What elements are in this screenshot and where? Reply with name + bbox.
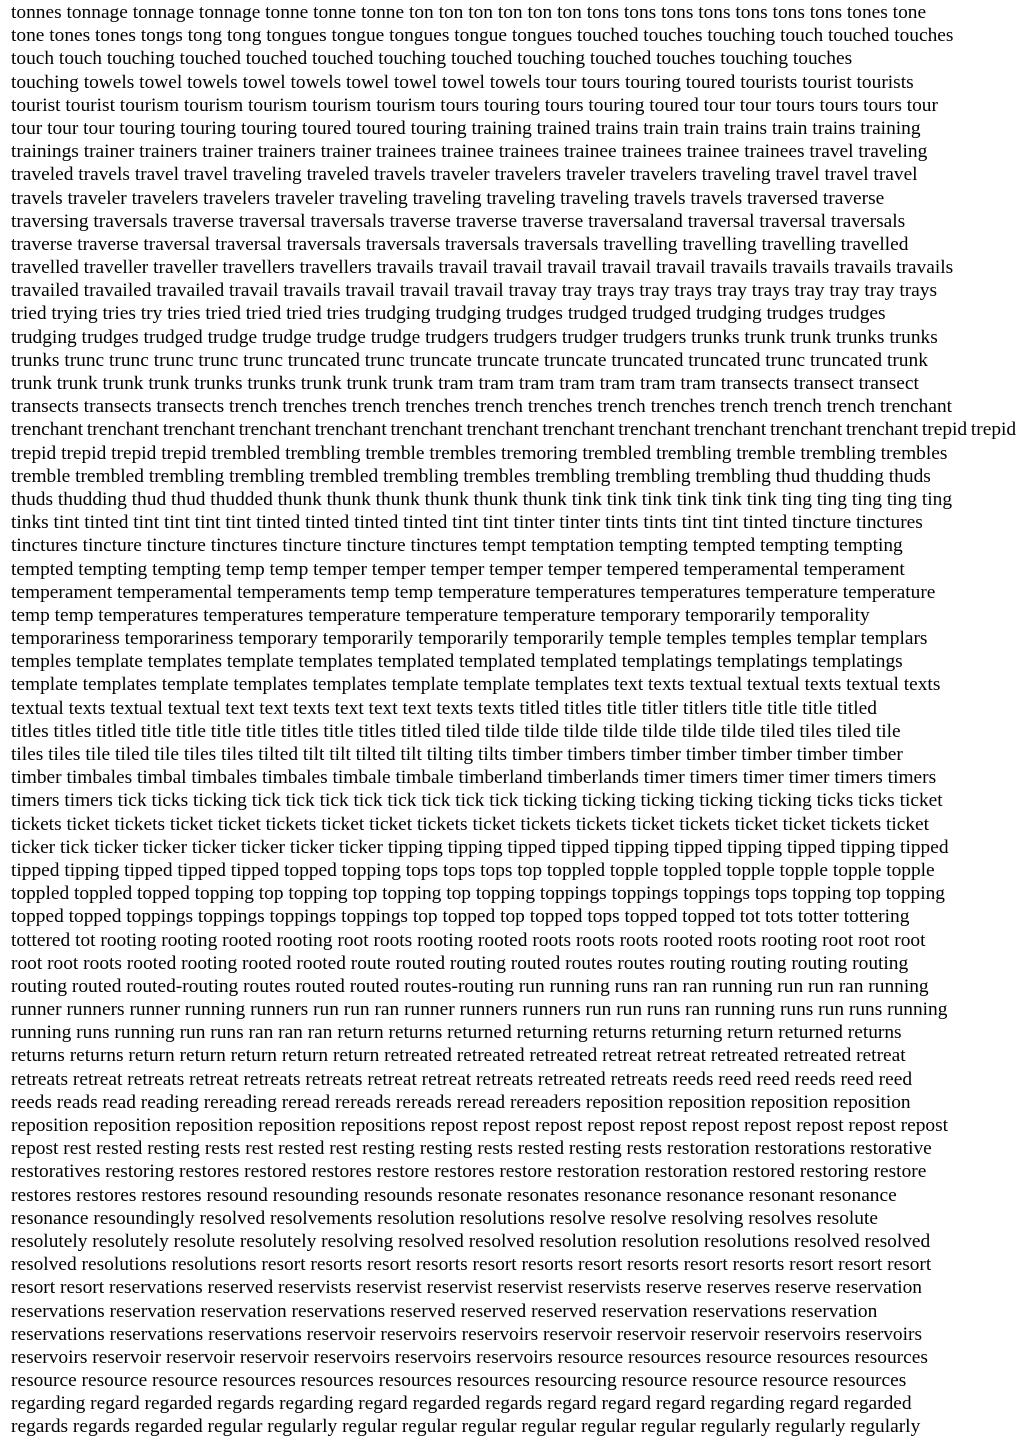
- text-line: traveled travels travel travel traveling traveled travels traveler travelers traveler travelers traveling travel travel travel: [11, 164, 918, 186]
- text-line: tour tour tour touring touring touring toured toured touring training trained trains train train trains train trains training: [11, 117, 921, 139]
- text-line: touch touch touching touched touched touched touching touched touching touched touches touching touches: [11, 48, 853, 70]
- text-line: tremble trembled trembling trembling trembled trembling trembles trembling trembling trembling thud thudding thuds: [11, 465, 931, 487]
- text-line: timers timers tick ticks ticking tick tick tick tick tick tick tick tick ticking ticking ticking ticking ticking ticks ticks ticket: [11, 790, 943, 812]
- text-line: restoratives restoring restores restored restores restore restores restore restoration restoration restored restoring restore: [11, 1161, 927, 1183]
- text-line: regards regards regarded regular regularly regular regular regular regular regular regular regularly regularly regularly: [11, 1416, 921, 1438]
- text-line: tickets ticket tickets ticket ticket tickets ticket ticket tickets ticket tickets tickets ticket tickets ticket ticket tickets ticket: [11, 813, 930, 835]
- text-line: traversing traversals traverse traversal traversals traverse traverse traverse traversaland traversal traversal traversals: [11, 210, 906, 232]
- text-line: trepid trepid trepid trepid trembled trembling tremble trembles tremoring trembled trembling tremble trembling trembles: [11, 442, 948, 464]
- text-line: reposition reposition reposition reposition repositions repost repost repost repost repost repost repost repost repost repost: [11, 1115, 949, 1136]
- text-line: root root roots rooted rooting rooted rooted route routed routing routed routes routes routing routing routing routing: [11, 952, 909, 974]
- text-line: reservations reservations reservations reservoir reservoirs reservoirs reservoir reservoir reservoir reservoirs reservoirs: [11, 1323, 922, 1345]
- text-line: textual texts textual textual text text texts text text text texts texts titled titles title titler titlers title title title titled: [11, 697, 877, 719]
- text-line: resolutely resolutely resolute resolutely resolving resolved resolved resolution resolution resolutions resolved resolved: [11, 1230, 931, 1252]
- text-line: toppled toppled topped topping top topping top topping top topping toppings toppings toppings tops topping top topping: [11, 883, 945, 905]
- text-line: resort resort reservations reserved reservists reservist reservist reservist reservists reserve reserves reserve reservation: [11, 1277, 922, 1299]
- text-line: trainings trainer trainers trainer trainers trainer trainees trainee trainees trainee trainees trainee trainees travel traveling: [11, 141, 928, 163]
- text-line: trunk trunk trunk trunk trunks trunks trunk trunk trunk tram tram tram tram tram tram tram transects transect transect: [11, 373, 919, 394]
- text-line: thuds thudding thud thud thudded thunk thunk thunk thunk thunk thunk tink tink tink tink tink tink ting ting ting ting ting: [11, 488, 953, 510]
- text-line: temples template templates template templates templated templated templated templatings templatings templatings: [11, 651, 903, 673]
- text-line: tried trying tries try tries tried tried tried tries trudging trudging trudges trudged trudged trudging trudges trudges: [11, 303, 886, 325]
- text-line: tiles tiles tile tiled tile tiles tiles tilted tilt tilt tilted tilt tilting tilts timber timbers timber timber timber timber timber: [11, 744, 903, 765]
- text-line: tipped tipping tipped tipped tipped topped topping tops tops tops top toppled topple toppled topple topple topple topple: [11, 859, 935, 881]
- text-line: reeds reads read reading rereading reread rereads rereads reread rereaders reposition reposition reposition reposition: [11, 1091, 911, 1113]
- text-line: titles titles titled title title title title titles title titles titled tiled tilde tilde tilde tilde tilde tilde tilde tiled tiles tiled tile: [11, 720, 901, 742]
- text-line: tinks tint tinted tint tint tint tint tinted tinted tinted tinted tint tint tinter tinter tints tints tint tint tinted tincture tinctures: [11, 512, 923, 534]
- text-line: temperament temperamental temperaments temp temp temperature temperatures temperatures temperature temperature: [11, 581, 936, 603]
- text-line: retreats retreat retreats retreat retreats retreats retreat retreat retreats retreated retreats reeds reed reed reeds reed reed: [11, 1068, 913, 1090]
- text-line: tone tones tones tongs tong tong tongues tongue tongues tongue tongues touched touches touching touch touched touches: [11, 25, 954, 47]
- text-line: temp temp temperatures temperatures temperature temperature temperature temporary temporarily temporality: [11, 604, 870, 626]
- text-line: runner runners runner running runners run run ran runner runners runners run run runs ran running runs run runs running: [11, 999, 948, 1021]
- text-line: reservoirs reservoir reservoir reservoir reservoirs reservoirs reservoirs resource resources resource resources resources: [11, 1346, 928, 1368]
- text-line: trudging trudges trudged trudge trudge trudge trudge trudgers trudgers trudger trudgers trunks trunk trunk trunks trunks: [11, 326, 938, 348]
- text-line: travelled traveller traveller travellers travellers travails travail travail travail travail travail travails travails travails travails: [11, 257, 954, 279]
- text-line: resonance resoundingly resolved resolvements resolution resolutions resolve resolve resolving resolves resolute: [11, 1207, 878, 1229]
- text-line: timber timbales timbal timbales timbales timbale timbale timberland timberlands timer timers timer timer timers timers: [11, 767, 937, 789]
- text-line: ticker tick ticker ticker ticker ticker ticker ticker tipping tipping tipped tipped tipping tipped tipping tipped tipping tipped: [11, 836, 949, 858]
- text-line: tinctures tincture tincture tinctures tincture tincture tinctures tempt temptation tempting tempted tempting tempting: [11, 535, 903, 557]
- text-line: trenchant trenchant trenchant trenchant trenchant trenchant trenchant trenchant trenchant trenchant trenchant trenchant trepid trepid: [11, 419, 1017, 441]
- text-line: reservations reservation reservation reservations reserved reserved reserved reservation reservations reservation: [11, 1300, 878, 1322]
- text-line: touching towels towel towels towel towels towel towel towel towels tour tours touring toured tourists tourist tourists: [11, 71, 914, 93]
- text-line: restores restores restores resound resounding resounds resonate resonates resonance resonance resonant resonance: [11, 1184, 897, 1206]
- text-line: travailed travailed travailed travail travails travail travail travail travay tray trays tray trays tray trays tray tray tray trays: [11, 280, 938, 302]
- text-line: trunks trunc trunc trunc trunc trunc truncated trunc truncate truncate truncate truncated truncated trunc truncated trunk: [11, 349, 928, 371]
- text-line: tempted tempting tempting temp temp temper temper temper temper temper tempered temperamental temperament: [11, 558, 905, 580]
- text-line: topped topped toppings toppings toppings toppings top topped top topped tops topped topped tot tots totter tottering: [11, 906, 910, 928]
- text-line: resolved resolutions resolutions resort resorts resort resorts resort resorts resort resorts resort resorts resort resort resort: [11, 1254, 932, 1276]
- text-line: traverse traverse traversal traversal traversals traversals traversals traversals travelling travelling travelling travelled: [11, 233, 909, 255]
- text-line: returns returns return return return return return retreated retreated retreated retreat retreat retreated retreated retreat: [11, 1045, 906, 1067]
- text-line: repost rest rested resting rests rest rested rest resting resting rests rested resting rests restoration restorations restorative: [11, 1138, 932, 1160]
- text-line: tourist tourist tourism tourism tourism tourism tourism tours touring tours touring toured tour tour tours tours tours tour: [11, 94, 938, 116]
- text-line: temporariness temporariness temporary temporarily temporarily temporarily temple temples temples templar templars: [11, 628, 928, 650]
- text-line: regarding regard regarded regards regarding regard regarded regards regard regard regard regarding regard regarded: [11, 1393, 912, 1415]
- text-line: running runs running run runs ran ran ran return returns returned returning returns returning return returned returns: [11, 1022, 902, 1044]
- text-line: transects transects transects trench trenches trench trenches trench trenches trench trenches trench trench trench trenchant: [11, 396, 953, 418]
- text-line: template templates template templates templates template template templates text texts textual textual texts textual texts: [11, 674, 941, 696]
- text-line: tottered tot rooting rooting rooted rooting root roots rooting rooted roots roots roots rooted roots rooting root root root: [11, 929, 926, 951]
- text-line: resource resource resource resources resources resources resources resourcing resource resource resource resources: [11, 1370, 907, 1392]
- text-line: tonnes tonnage tonnage tonnage tonne tonne tonne ton ton ton ton ton ton tons tons tons tons tons tons tons tones tone: [11, 2, 927, 23]
- text-line: travels traveler travelers travelers traveler traveling traveling traveling traveling travels travels traversed traverse: [11, 187, 885, 209]
- text-line: routing routed routed-routing routes routed routed routes-routing run running runs ran ran running run run ran running: [11, 975, 929, 997]
